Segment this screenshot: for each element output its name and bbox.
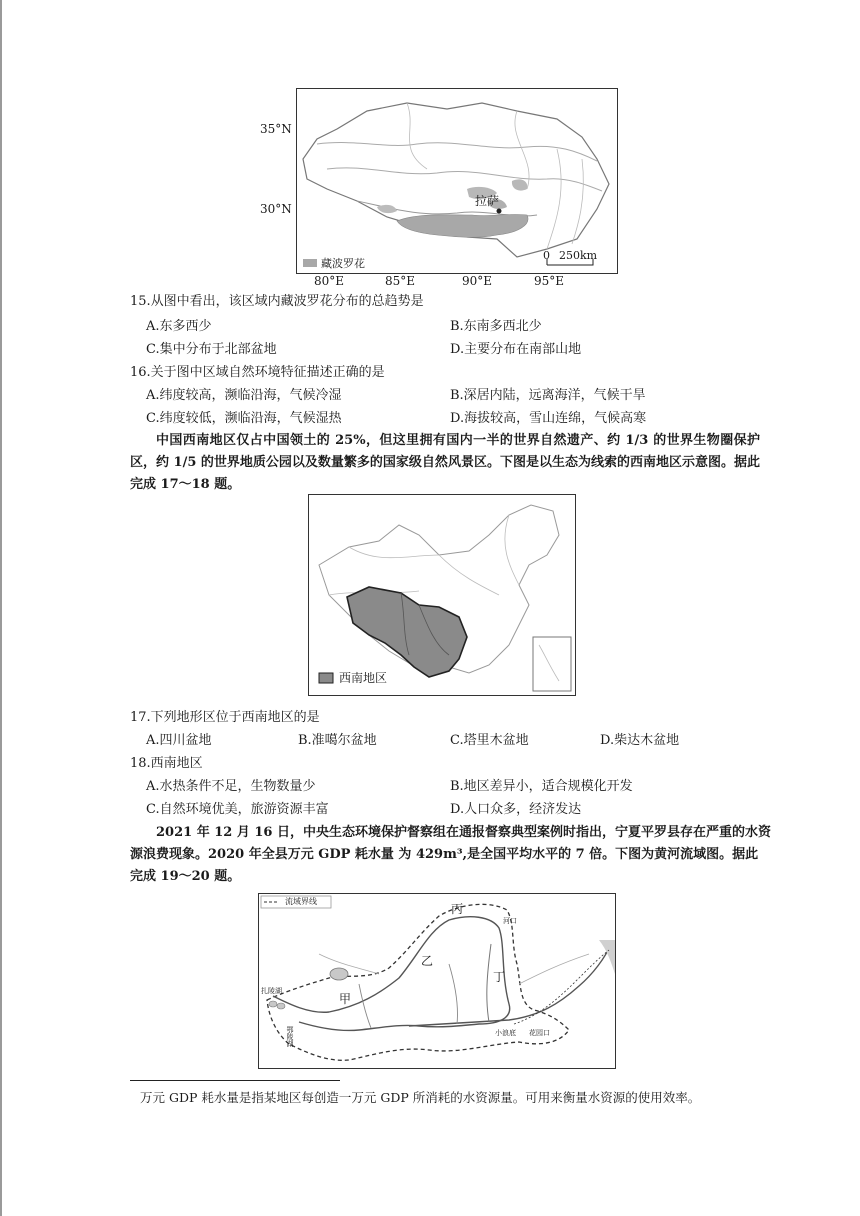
label-yi: 乙 — [421, 954, 434, 968]
q15-option-b[interactable]: B.东南多西北少 — [450, 319, 542, 334]
question-18-stem: 18.西南地区 — [130, 756, 203, 771]
lon-label-95: 95°E — [534, 274, 565, 288]
q18-option-c[interactable]: C.自然环境优美，旅游资源丰富 — [146, 802, 329, 817]
footnote-divider — [130, 1080, 340, 1081]
q15-option-d[interactable]: D.主要分布在南部山地 — [450, 342, 582, 357]
lon-label-85: 85°E — [385, 274, 416, 288]
q18-option-b[interactable]: B.地区差异小，适合规模化开发 — [450, 779, 633, 794]
map-tibet — [260, 88, 620, 288]
page-edge — [0, 0, 2, 1216]
footnote: 万元 GDP 耗水量是指某地区每创造一万元 GDP 所消耗的水资源量。可用来衡量水资源的使用效率。 — [140, 1090, 701, 1105]
legend-label-basin-boundary: 流域界线 — [285, 897, 317, 906]
q15-option-a[interactable]: A.东多西少 — [146, 319, 212, 334]
q18-option-a[interactable]: A.水热条件不足，生物数量少 — [146, 779, 316, 794]
q15-option-c[interactable]: C.集中分布于北部盆地 — [146, 342, 277, 357]
place-eling: 鄂陵湖 — [286, 1026, 294, 1047]
lat-label-30: 30°N — [260, 202, 292, 216]
q17-option-c[interactable]: C.塔里木盆地 — [450, 733, 529, 748]
place-xiaolangdi: 小浪底 — [495, 1029, 516, 1037]
label-jia: 甲 — [339, 992, 352, 1006]
q17-option-a[interactable]: A.四川盆地 — [146, 733, 212, 748]
city-label-lhasa: 拉萨 — [475, 194, 500, 208]
question-15-stem: 15.从图中看出，该区域内藏波罗花分布的总趋势是 — [130, 294, 424, 309]
question-16-stem: 16.关于图中区域自然环境特征描述正确的是 — [130, 365, 385, 380]
scale-zero: 0 — [543, 249, 550, 262]
legend-label: 西南地区 — [339, 671, 388, 685]
map-yellow-river — [258, 893, 616, 1069]
passage-yellow-river-line1: 2021 年 12 月 16 日，中央生态环境保护督察组在通报督察典型案例时指出，宁夏平罗县存在严重的水资 — [156, 825, 771, 840]
q17-option-b[interactable]: B.准噶尔盆地 — [298, 733, 377, 748]
label-ding: 丁 — [493, 970, 506, 984]
legend-label: 藏波罗花 — [321, 257, 365, 270]
label-bing: 丙 — [451, 902, 464, 916]
passage-yellow-river-line2: 源浪费现象。2020 年全县万元 GDP 耗水量 为 429m³,是全国平均水平的 7 倍。下图为黄河流域图。据此 — [130, 847, 759, 862]
lat-label-35: 35°N — [260, 122, 292, 136]
place-zhaling: 扎陵湖 — [261, 987, 282, 995]
q16-option-c[interactable]: C.纬度较低，濒临沿海，气候湿热 — [146, 411, 342, 426]
question-17-stem: 17.下列地形区位于西南地区的是 — [130, 710, 320, 725]
passage-southwest: 中国西南地区仅占中国领土的 25%，但这里拥有国内一半的世界自然遗产、约 1/3 的世界生物圈保护区，约 1/5 的世界地质公园以及数量繁多的国家级自然风景区。下图是以生态为线索的西南地区示意图。据此完成 17～18 题。 — [130, 433, 760, 492]
q16-option-d[interactable]: D.海拔较高，雪山连绵，气候高寒 — [450, 411, 647, 426]
q16-option-a[interactable]: A.纬度较高，濒临沿海，气候冷湿 — [146, 388, 342, 403]
q17-option-d[interactable]: D.柴达木盆地 — [600, 733, 680, 748]
place-hekou: 河口 — [503, 917, 517, 925]
map-china-southwest — [308, 494, 576, 696]
lon-label-80: 80°E — [314, 274, 345, 288]
lon-label-90: 90°E — [462, 274, 493, 288]
scale-label: 250km — [559, 249, 598, 262]
q16-option-b[interactable]: B.深居内陆，远离海洋，气候干旱 — [450, 388, 646, 403]
q18-option-d[interactable]: D.人口众多，经济发达 — [450, 802, 582, 817]
place-huayuankou: 花园口 — [529, 1029, 550, 1037]
passage-yellow-river-line3: 完成 19～20 题。 — [130, 869, 241, 884]
